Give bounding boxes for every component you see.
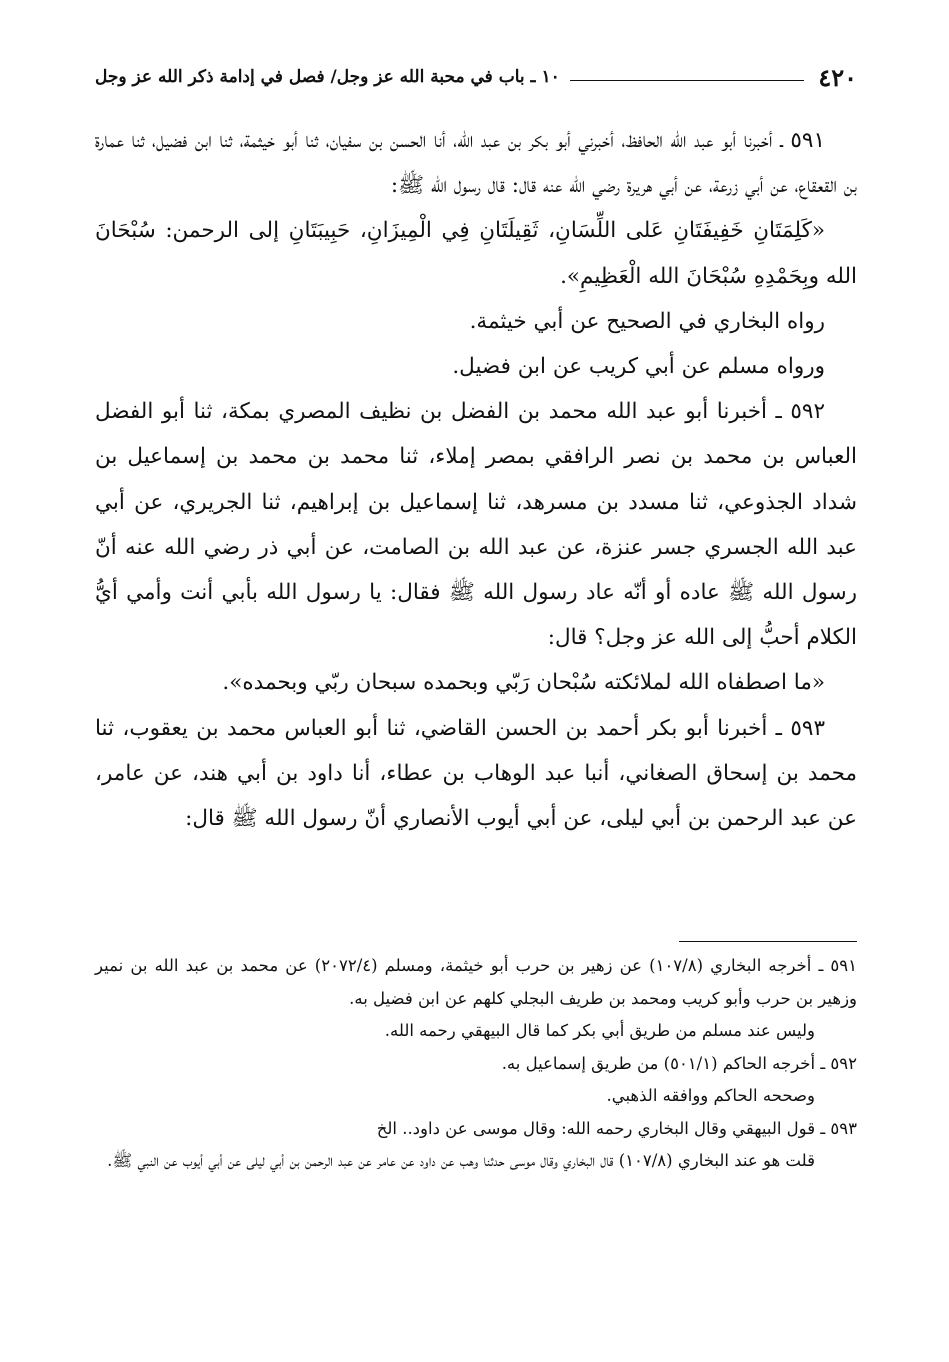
footnote-593-continued: قلت هو عند البخاري (١٠٧/٨) قال البخاري وقال موسى حدثنا وهب عن داود عن عامر عن عبد الرحمن بن أبي ليلى عن أبي أيوب عن النبي ﷺ.: [107, 1151, 815, 1170]
hadith-591-text: «كَلِمَتَانِ خَفِيفَتَانِ عَلى اللِّسَانِ، ثَقِيلَتَانِ فِي الْمِيزَانِ، حَبِيبَتَانِ إلى الرحمن: سُبْحَانَ الله وبِحَمْدِهِ سُبْحَانَ الله الْعَظِيمِ».: [95, 218, 857, 289]
footnote-592-continued: وصححه الحاكم ووافقه الذهبي.: [606, 1086, 815, 1105]
hadith-592-isnad: ٥٩٢ ـ أخبرنا أبو عبد الله محمد بن الفضل بن نظيف المصري بمكة، ثنا أبو الفضل العباس بن محمد بن نصر الرافقي بمصر إملاء، ثنا محمد بن محمد بن إسماعيل بن شداد الجذوعي، ثنا مسدد بن مسرهد، ثنا إسماعيل بن إبراهيم، ثنا الجريري، عن أبي عبد الله الجسري جسر عنزة، عن عبد الله بن الصامت، عن أبي ذر رضي الله عنه أنّ رسول الله ﷺ عاده أو أنّه عاد رسول الله ﷺ فقال: يا رسول الله بأبي أنت وأمي أيُّ الكلام أحبُّ إلى الله عز وجل؟ قال:: [95, 399, 857, 651]
running-header: [95, 60, 857, 94]
bukhari-narration-note: رواه البخاري في الصحيح عن أبي خيثمة.: [469, 308, 825, 334]
footnote-592: ٥٩٢ ـ أخرجه الحاكم (٥٠١/١) من طريق إسماعيل به.: [501, 1053, 857, 1073]
chapter-title: ١٠ ـ باب في محبة الله عز وجل/ فصل في إدامة ذكر الله عز وجل: [95, 67, 560, 87]
hadith-593-isnad: ٥٩٣ ـ أخبرنا أبو بكر أحمد بن الحسن القاضي، ثنا أبو العباس محمد بن يعقوب، ثنا محمد بن إسحاق الصغاني، أنبا عبد الوهاب بن عطاء، أنا داود بن أبي هند، عن عامر، عن عبد الرحمن بن أبي ليلى، عن أبي أيوب الأنصاري أنّ رسول الله ﷺ قال:: [95, 715, 857, 832]
muslim-narration-note: ورواه مسلم عن أبي كريب عن ابن فضيل.: [452, 354, 825, 380]
footnote-593: ٥٩٣ ـ قول البيهقي وقال البخاري رحمه الله: وقال موسى عن داود.. الخ: [376, 1118, 857, 1138]
footnote-591-continued: وليس عند مسلم من طريق أبي بكر كما قال البيهقي رحمه الله.: [384, 1021, 815, 1040]
footnote-591: ٥٩١ ـ أخرجه البخاري (١٠٧/٨) عن زهير بن حرب أبو خيثمة، ومسلم (٢٠٧٢/٤) عن محمد بن عبد الله بن نمير وزهير بن حرب وأبو كريب ومحمد بن طريف البجلي كلهم عن ابن فضيل به.: [95, 956, 857, 1008]
header-rule: [570, 80, 805, 81]
hadith-591-isnad: ٥٩١ ـ أخبرنا أبو عبد الله الحافظ، أخبرني أبو بكر بن عبد الله، أنا الحسن بن سفيان، ثنا أبو خيثمة، ثنا ابن فضيل، ثنا عمارة بن القعقاع، عن أبي زرعة، عن أبي هريرة رضي الله عنه قال: قال رسول الله ﷺ:: [95, 128, 857, 199]
hadith-592-text: «ما اصطفاه الله لملائكته سُبْحان رَبّي وبحمده سبحان ربّي وبحمده».: [222, 670, 825, 696]
page-number: ٤٢٠: [818, 62, 857, 92]
main-text: [95, 118, 857, 841]
footnotes: [95, 950, 857, 1178]
footnote-separator: [679, 941, 857, 942]
